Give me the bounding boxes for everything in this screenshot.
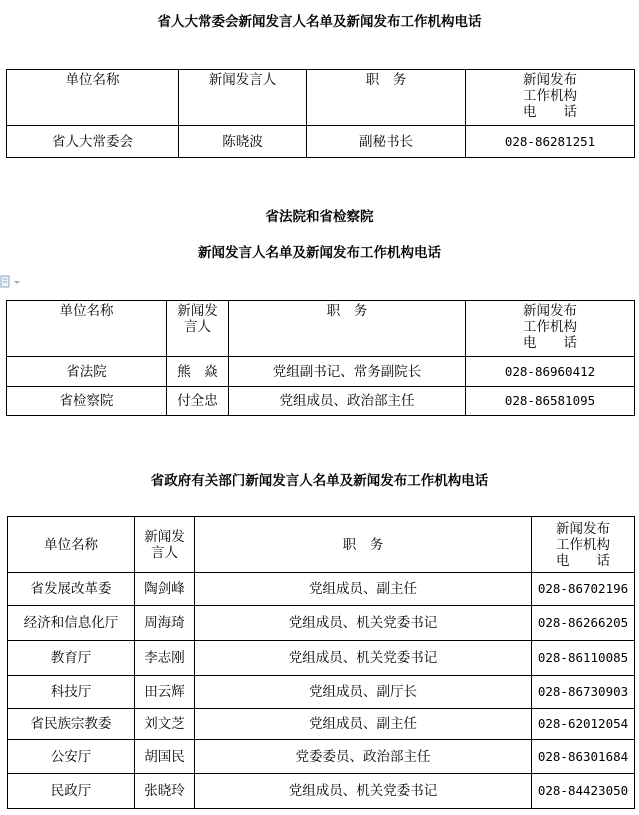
cell-unit: 教育厅: [8, 641, 135, 676]
cell-phone: 028-86301684: [532, 740, 635, 774]
header-position: 职 务: [307, 70, 466, 126]
cell-phone: 028-86702196: [532, 573, 635, 606]
cell-phone: 028-86266205: [532, 606, 635, 641]
header-phone-line3: 电 话: [523, 104, 577, 120]
section2-title-line1: 省法院和省检察院: [265, 209, 374, 225]
table-row: [8, 606, 635, 641]
cell-position: 党组成员、机关党委书记: [195, 606, 532, 641]
cell-unit: 省法院: [7, 357, 167, 387]
header-spokesperson: 新闻发言人: [179, 70, 307, 126]
table-row: [8, 740, 635, 774]
header-phone: [466, 301, 635, 357]
header-unit: 单位名称: [7, 70, 179, 126]
cell-unit: 公安厅: [8, 740, 135, 774]
cell-unit: 省民族宗教委: [8, 709, 135, 740]
table-row: [8, 709, 635, 740]
cell-name: 胡国民: [135, 740, 195, 774]
cell-unit: 省发展改革委: [8, 573, 135, 606]
header-phone-line1: 新闻发布: [523, 303, 577, 319]
header-phone-line2: 工作机构: [523, 88, 577, 104]
cell-position: 党组成员、机关党委书记: [195, 641, 532, 676]
cell-name: 刘文芝: [135, 709, 195, 740]
cell-name: 李志刚: [135, 641, 195, 676]
cell-name: 付全忠: [167, 387, 229, 416]
table-row: [8, 676, 635, 709]
cell-position: 党组成员、副厅长: [195, 676, 532, 709]
header-spokesperson-line2: 言人: [184, 319, 211, 335]
header-phone-line2: 工作机构: [556, 536, 610, 553]
section2-title-line2: 新闻发言人名单及新闻发布工作机构电话: [198, 245, 441, 261]
cell-position: 党委委员、政治部主任: [195, 740, 532, 774]
table-row: [8, 573, 635, 606]
header-phone-line1: 新闻发布: [556, 520, 610, 537]
table-header-row: [7, 70, 635, 126]
cell-position: 党组成员、政治部主任: [229, 387, 466, 416]
section1-title: 省人大常委会新闻发言人名单及新闻发布工作机构电话: [157, 14, 482, 30]
header-position: 职 务: [229, 301, 466, 357]
document-paste-icon[interactable]: [0, 275, 24, 289]
cell-position: 党组成员、机关党委书记: [195, 774, 532, 809]
cell-phone: 028-86960412: [466, 357, 635, 387]
spokesperson-table-government: [7, 516, 635, 809]
header-spokesperson: [135, 517, 195, 573]
table-row: [8, 774, 635, 809]
table-row: [8, 641, 635, 676]
header-phone-line3: 电 话: [556, 552, 610, 569]
cell-position: 党组成员、副主任: [195, 709, 532, 740]
cell-position: 副秘书长: [307, 126, 466, 158]
cell-unit: 经济和信息化厅: [8, 606, 135, 641]
header-unit: 单位名称: [7, 301, 167, 357]
cell-name: 熊 焱: [167, 357, 229, 387]
cell-phone: 028-84423050: [532, 774, 635, 809]
table-row: [7, 387, 635, 416]
cell-unit: 省人大常委会: [7, 126, 179, 158]
cell-name: 陈晓波: [179, 126, 307, 158]
table-row: [7, 126, 635, 158]
header-position: 职 务: [195, 517, 532, 573]
cell-name: 张晓玲: [135, 774, 195, 809]
cell-unit: 民政厅: [8, 774, 135, 809]
cell-phone: 028-86581095: [466, 387, 635, 416]
header-spokesperson-line1: 新闻发: [144, 528, 185, 545]
cell-phone: 028-86281251: [466, 126, 635, 158]
header-phone-line1: 新闻发布: [523, 72, 577, 88]
header-spokesperson: [167, 301, 229, 357]
cell-name: 陶剑峰: [135, 573, 195, 606]
table-header-row: [7, 301, 635, 357]
section3-title: 省政府有关部门新闻发言人名单及新闻发布工作机构电话: [150, 473, 489, 489]
spokesperson-table-npc: [6, 69, 635, 158]
cell-unit: 科技厅: [8, 676, 135, 709]
spokesperson-table-court: [6, 300, 635, 416]
table-row: [7, 357, 635, 387]
cell-position: 党组成员、副主任: [195, 573, 532, 606]
header-spokesperson-line2: 言人: [151, 544, 178, 561]
header-phone: [532, 517, 635, 573]
header-phone: [466, 70, 635, 126]
cell-name: 周海琦: [135, 606, 195, 641]
cell-name: 田云辉: [135, 676, 195, 709]
header-unit: 单位名称: [8, 517, 135, 573]
cell-phone: 028-86730903: [532, 676, 635, 709]
header-spokesperson-line1: 新闻发: [177, 303, 218, 319]
header-phone-line3: 电 话: [523, 335, 577, 351]
cell-unit: 省检察院: [7, 387, 167, 416]
cell-phone: 028-86110085: [532, 641, 635, 676]
cell-position: 党组副书记、常务副院长: [229, 357, 466, 387]
table-header-row: [8, 517, 635, 573]
cell-phone: 028-62012054: [532, 709, 635, 740]
header-phone-line2: 工作机构: [523, 319, 577, 335]
